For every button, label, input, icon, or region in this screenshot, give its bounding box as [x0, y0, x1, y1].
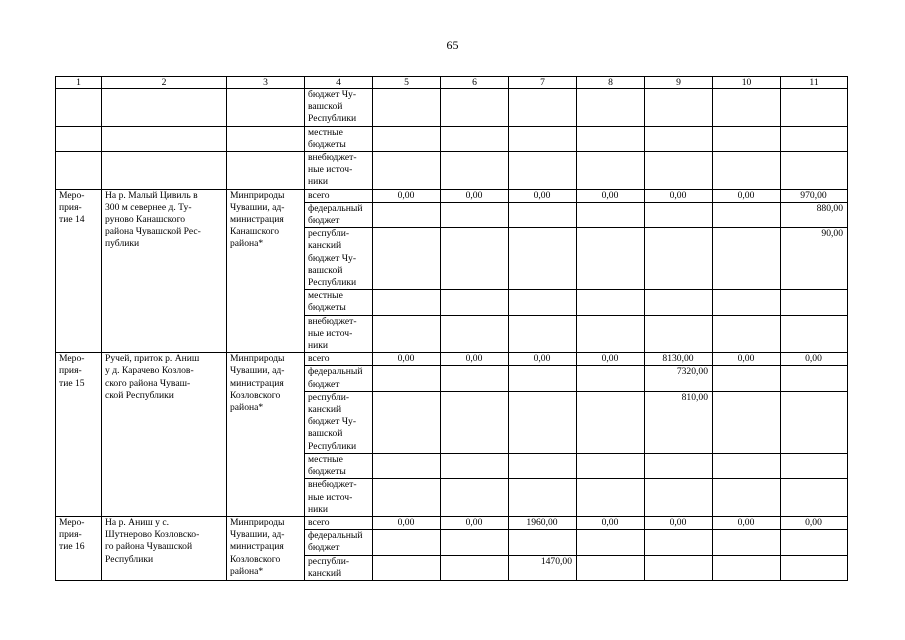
activity-row [56, 189, 848, 202]
value-cell: 0,00 [645, 516, 713, 529]
value-cell [373, 89, 441, 127]
value-cell [713, 391, 781, 453]
continuation-row [56, 89, 848, 127]
value-cell [373, 530, 441, 555]
page-number: 65 [446, 38, 459, 52]
empty-cell [102, 126, 227, 151]
source-cell: местные бюджеты [305, 126, 373, 151]
value-cell [373, 453, 441, 478]
value-cell [577, 126, 645, 151]
value-cell [713, 228, 781, 290]
value-cell: 0,00 [509, 189, 577, 202]
value-cell: 0,00 [441, 189, 509, 202]
value-cell [781, 453, 848, 478]
value-cell [441, 290, 509, 315]
value-cell: 0,00 [373, 189, 441, 202]
source-federal: федеральный бюджет [305, 202, 373, 227]
activity-name: Ручей, приток р. Аниш у д. Карачево Козлов- ского района Чуваш- ской Республики [102, 353, 227, 517]
value-cell [441, 315, 509, 353]
value-cell: 0,00 [441, 516, 509, 529]
value-cell [373, 126, 441, 151]
value-cell: 0,00 [713, 516, 781, 529]
value-cell: 810,00 [645, 391, 713, 453]
value-cell [373, 152, 441, 190]
source-total: всего [305, 189, 373, 202]
value-cell [713, 555, 781, 580]
value-cell: 1960,00 [509, 516, 577, 529]
value-cell [713, 315, 781, 353]
value-cell [713, 453, 781, 478]
value-cell: 0,00 [781, 516, 848, 529]
empty-cell [56, 89, 102, 127]
value-cell: 8130,00 [645, 353, 713, 366]
activity-id: Меро- прия- тие 14 [56, 189, 102, 353]
value-cell [713, 202, 781, 227]
value-cell [441, 555, 509, 580]
continuation-row [56, 152, 848, 190]
continuation-row [56, 126, 848, 151]
value-cell [441, 479, 509, 517]
value-cell [373, 228, 441, 290]
header-cell-1: 1 [56, 77, 102, 89]
value-cell: 0,00 [713, 353, 781, 366]
value-cell [781, 366, 848, 391]
source-cell: внебюджет- ные источ- ники [305, 152, 373, 190]
value-cell [577, 391, 645, 453]
source-total: всего [305, 353, 373, 366]
value-cell [577, 202, 645, 227]
value-cell [645, 479, 713, 517]
value-cell [441, 89, 509, 127]
value-cell [509, 391, 577, 453]
value-cell: 0,00 [645, 189, 713, 202]
header-cell-11: 11 [781, 77, 848, 89]
value-cell [645, 315, 713, 353]
value-cell [509, 202, 577, 227]
value-cell [509, 228, 577, 290]
value-cell: 1470,00 [509, 555, 577, 580]
value-cell [781, 530, 848, 555]
value-cell [441, 202, 509, 227]
activity-executor: Минприроды Чувашии, ад- министрация Козловского района* [227, 353, 305, 517]
value-cell [509, 89, 577, 127]
value-cell [781, 391, 848, 453]
value-cell [509, 315, 577, 353]
value-cell [577, 290, 645, 315]
value-cell [441, 152, 509, 190]
header-row [56, 77, 848, 89]
source-republic: республи- канский бюджет Чу- вашской Республики [305, 391, 373, 453]
value-cell [713, 530, 781, 555]
value-cell [441, 391, 509, 453]
value-cell: 880,00 [781, 202, 848, 227]
value-cell [713, 152, 781, 190]
empty-cell [227, 89, 305, 127]
value-cell [441, 366, 509, 391]
value-cell [713, 290, 781, 315]
value-cell [509, 453, 577, 478]
value-cell [577, 479, 645, 517]
empty-cell [227, 126, 305, 151]
value-cell [509, 290, 577, 315]
activity-id: Меро- прия- тие 16 [56, 516, 102, 580]
activity-name: На р. Аниш у с. Шутнерово Козловско- го района Чувашской Республики [102, 516, 227, 580]
activity-name: На р. Малый Цивиль в 300 м севернее д. Ту- руново Канашского района Чувашской Рес- публики [102, 189, 227, 353]
source-total: всего [305, 516, 373, 529]
header-cell-4: 4 [305, 77, 373, 89]
source-federal: федеральный бюджет [305, 530, 373, 555]
value-cell [713, 479, 781, 517]
value-cell [577, 228, 645, 290]
value-cell: 0,00 [713, 189, 781, 202]
value-cell [645, 202, 713, 227]
empty-cell [56, 152, 102, 190]
value-cell: 0,00 [577, 189, 645, 202]
value-cell [645, 290, 713, 315]
value-cell [781, 126, 848, 151]
header-cell-6: 6 [441, 77, 509, 89]
activity-row [56, 516, 848, 529]
value-cell [373, 366, 441, 391]
value-cell [509, 479, 577, 517]
value-cell [373, 202, 441, 227]
value-cell [645, 89, 713, 127]
activity-row [56, 353, 848, 366]
value-cell [373, 290, 441, 315]
value-cell [577, 366, 645, 391]
value-cell [645, 555, 713, 580]
header-cell-3: 3 [227, 77, 305, 89]
empty-cell [102, 89, 227, 127]
value-cell: 0,00 [441, 353, 509, 366]
value-cell [645, 530, 713, 555]
source-republic: республи- канский бюджет Чу- вашской Республики [305, 228, 373, 290]
header-cell-5: 5 [373, 77, 441, 89]
value-cell [781, 290, 848, 315]
value-cell [781, 89, 848, 127]
value-cell [713, 366, 781, 391]
header-cell-9: 9 [645, 77, 713, 89]
value-cell [645, 453, 713, 478]
activity-executor: Минприроды Чувашии, ад- министрация Канашского района* [227, 189, 305, 353]
value-cell [781, 315, 848, 353]
value-cell: 0,00 [373, 516, 441, 529]
empty-cell [227, 152, 305, 190]
value-cell [441, 453, 509, 478]
value-cell [373, 555, 441, 580]
value-cell [645, 126, 713, 151]
value-cell: 0,00 [509, 353, 577, 366]
source-extra: внебюджет- ные источ- ники [305, 315, 373, 353]
source-extra: внебюджет- ные источ- ники [305, 479, 373, 517]
value-cell [441, 530, 509, 555]
source-local: местные бюджеты [305, 290, 373, 315]
value-cell [577, 530, 645, 555]
value-cell: 7320,00 [645, 366, 713, 391]
value-cell [577, 315, 645, 353]
value-cell [645, 152, 713, 190]
source-cell: бюджет Чу- вашской Республики [305, 89, 373, 127]
empty-cell [56, 126, 102, 151]
value-cell [373, 391, 441, 453]
source-local: местные бюджеты [305, 453, 373, 478]
value-cell: 0,00 [577, 516, 645, 529]
value-cell [509, 366, 577, 391]
value-cell [509, 152, 577, 190]
activity-executor: Минприроды Чувашии, ад- министрация Козловского района* [227, 516, 305, 580]
value-cell [441, 228, 509, 290]
value-cell [577, 555, 645, 580]
header-cell-7: 7 [509, 77, 577, 89]
value-cell [781, 479, 848, 517]
value-cell [645, 228, 713, 290]
header-cell-8: 8 [577, 77, 645, 89]
value-cell [509, 126, 577, 151]
empty-cell [102, 152, 227, 190]
source-federal: федеральный бюджет [305, 366, 373, 391]
value-cell [713, 126, 781, 151]
header-cell-2: 2 [102, 77, 227, 89]
source-republic: республи- канский [305, 555, 373, 580]
value-cell [781, 152, 848, 190]
value-cell [441, 126, 509, 151]
header-cell-10: 10 [713, 77, 781, 89]
value-cell: 0,00 [781, 353, 848, 366]
value-cell: 90,00 [781, 228, 848, 290]
value-cell: 970,00 [781, 189, 848, 202]
value-cell [373, 479, 441, 517]
value-cell [577, 89, 645, 127]
value-cell [781, 555, 848, 580]
value-cell [373, 315, 441, 353]
value-cell [577, 152, 645, 190]
budget-table [55, 76, 848, 581]
activity-id: Меро- прия- тие 15 [56, 353, 102, 517]
value-cell [713, 89, 781, 127]
value-cell: 0,00 [577, 353, 645, 366]
value-cell [509, 530, 577, 555]
value-cell: 0,00 [373, 353, 441, 366]
value-cell [577, 453, 645, 478]
